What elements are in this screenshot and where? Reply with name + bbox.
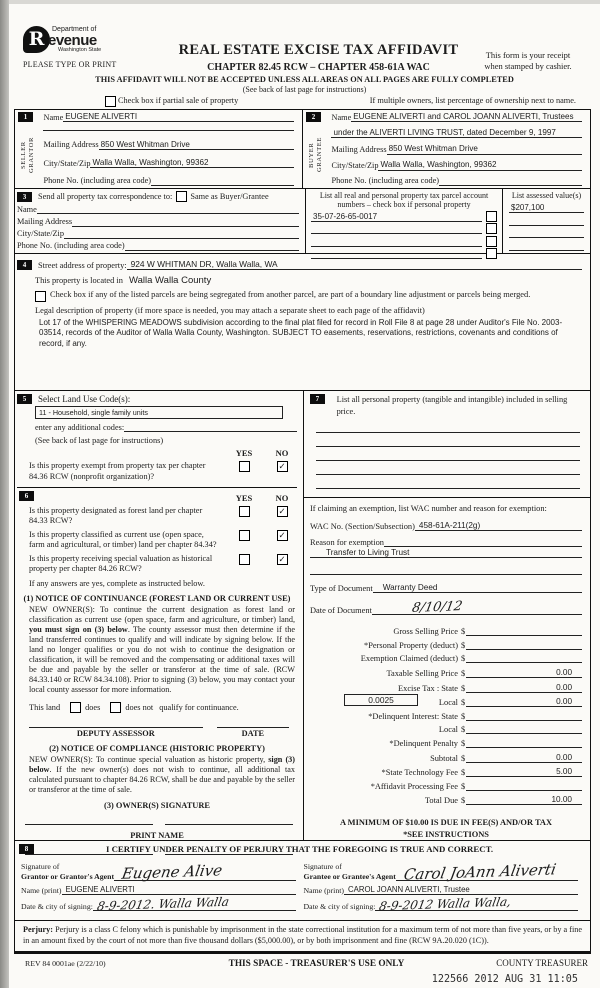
dollar-sign: $ xyxy=(461,640,466,650)
parcel-number-3[interactable] xyxy=(311,246,482,247)
section-2-buyer xyxy=(303,110,590,188)
affidavit-document xyxy=(9,4,600,988)
pp-line-2[interactable] xyxy=(316,433,580,447)
yes-header: YES xyxy=(235,448,253,459)
street-address-label: Street address of property: xyxy=(38,261,127,270)
notice2-part-a: NEW OWNER(S): To continue special valuation as historic property, xyxy=(29,755,269,765)
yes-no-header-5 xyxy=(17,448,297,458)
fee-label-subtotal: Subtotal xyxy=(430,753,458,763)
assessed-values xyxy=(503,189,590,253)
type-of-document-label: Type of Document xyxy=(310,583,373,593)
forest-land-text: Is this property designated as forest land per chapter 84.33 RCW? xyxy=(29,506,203,526)
fee-label-tech-fee: *State Technology Fee xyxy=(381,768,458,778)
corr-name-value[interactable] xyxy=(37,213,299,214)
dollar-sign: $ xyxy=(461,627,466,637)
footer-row xyxy=(25,958,588,969)
seller-mailing-value[interactable]: 850 West Whitman Drive xyxy=(99,140,294,150)
deputy-assessor-lines xyxy=(29,727,289,728)
continuance-qualify-row xyxy=(29,702,297,713)
dollar-sign: $ xyxy=(461,698,466,708)
corr-mailing-label: Mailing Address xyxy=(17,216,73,226)
assessed-header: List assessed value(s) xyxy=(511,191,582,200)
header-center xyxy=(173,26,464,73)
notice-continuance-title: (1) NOTICE OF CONTINUANCE (FOREST LAND OR CURRENT USE) xyxy=(23,594,291,604)
dollar-sign: $ xyxy=(461,654,466,664)
yes-no-header-6 xyxy=(17,493,297,503)
fee-excise-state-value[interactable]: 0.00 xyxy=(466,683,582,693)
send-correspondence-label: Send all property tax correspondence to: xyxy=(38,192,173,202)
section-8 xyxy=(15,841,590,921)
seller-label: SELLER xyxy=(20,141,27,169)
historic-question xyxy=(17,554,297,575)
signature-columns xyxy=(17,857,582,914)
section-1-seller xyxy=(15,110,303,188)
does-label: does xyxy=(85,703,101,713)
grantee-signature-line[interactable] xyxy=(396,860,578,884)
fee-exemption-value[interactable] xyxy=(466,662,582,663)
buyer-city-label: City/State/Zip xyxy=(331,161,379,171)
corr-phone-label: Phone No. (including area code) xyxy=(17,241,125,251)
middle-columns xyxy=(15,391,590,841)
deputy-date-line[interactable] xyxy=(217,727,289,728)
fee-subtotal-value[interactable]: 0.00 xyxy=(466,753,582,763)
exempt-question-text: Is this property exempt from property tax per chapter 84.36 RCW (nonprofit organization)? xyxy=(29,461,206,481)
section-1-badge: 1 xyxy=(18,112,33,122)
does-checkbox[interactable] xyxy=(70,702,81,713)
forest-yes-checkbox[interactable] xyxy=(239,506,250,517)
fee-label-personal: *Personal Property (deduct) xyxy=(364,640,458,650)
same-as-buyer-checkbox[interactable] xyxy=(176,191,187,202)
fee-label-delinq-penalty: *Delinquent Penalty xyxy=(389,738,458,748)
see-back-note-2: (See back of last page for instructions) xyxy=(35,436,164,446)
form-chapter: CHAPTER 82.45 RCW – CHAPTER 458-61A WAC xyxy=(207,62,430,73)
wac-no-value[interactable]: 458-61A-211(2g) xyxy=(415,521,582,531)
scan-edge xyxy=(0,0,9,988)
personal-property-checkbox-4[interactable] xyxy=(486,248,497,259)
located-row xyxy=(35,275,582,286)
if-yes-note: If any answers are yes, complete as instructed below. xyxy=(29,579,205,589)
exempt-question xyxy=(17,461,297,482)
section-3-badge: 3 xyxy=(17,192,32,202)
section-6-badge: 6 xyxy=(19,491,34,501)
fee-label-local: Local xyxy=(438,698,458,708)
fee-label-taxable: Taxable Selling Price xyxy=(386,668,458,678)
fee-label-exemption: Exemption Claimed (deduct) xyxy=(360,654,458,664)
grantor-agent-label: Grantor or Grantor's Agent xyxy=(21,871,115,881)
grantor-signature-line[interactable] xyxy=(114,861,295,883)
treasurer-date-stamp: 122566 2012 AUG 31 11:05 xyxy=(431,972,578,986)
grantor-label: GRANTOR xyxy=(28,137,36,173)
fee-label-delinq-local: Local xyxy=(438,725,458,735)
dollar-sign: $ xyxy=(461,753,466,763)
right-column xyxy=(304,391,590,840)
additional-codes-value[interactable] xyxy=(124,431,297,432)
tax-correspondence xyxy=(15,189,306,253)
please-type-or-print: PLEASE TYPE OR PRINT xyxy=(23,59,117,69)
notice1-part-b: you must sign on (3) below xyxy=(29,625,128,635)
owner-sign-line-2[interactable] xyxy=(165,824,293,825)
receipt-note-line2: when stamped by cashier. xyxy=(484,61,572,72)
not-accepted-warning: THIS AFFIDAVIT WILL NOT BE ACCEPTED UNLESS ALL AREAS ON ALL PAGES ARE FULLY COMPLETED xyxy=(95,75,514,84)
located-label: This property is located in xyxy=(35,276,123,285)
buyer-grantee-side-label xyxy=(308,124,324,186)
notice1-part-c: . The county assessor must then determine if the land transferred continues to qualify and will indicate by signing below. If the land no longer qualifies or you do not wish to continue the designation or classification, it will be removed and the compensating or additional taxes will be due and payable by the seller or transferor at the time of sale. (RCW 84.33.140 or RCW 84.34.108). Prior to signing (3) below, you may contact your local county assessor for more information. xyxy=(29,625,295,695)
buyer-mailing-value[interactable]: 850 West Whitman Drive xyxy=(387,144,582,154)
grantee-date-city-value[interactable]: 8-9-2012 Walla Walla, xyxy=(378,894,513,914)
grantor-name-print-label: Name (print) xyxy=(21,886,62,895)
corr-city-label: City/State/Zip xyxy=(17,229,65,239)
exempt-yes-checkbox[interactable] xyxy=(239,461,250,472)
revenue-swirl-icon: R xyxy=(23,26,50,53)
section-5-badge: 5 xyxy=(17,394,32,404)
dollar-sign: $ xyxy=(461,796,466,806)
pp-line-1[interactable] xyxy=(316,419,580,433)
signature-of-label-2: Signature of xyxy=(303,862,342,872)
section-8-badge: 8 xyxy=(19,844,34,854)
fee-table xyxy=(310,623,582,806)
form-header xyxy=(9,4,600,73)
qualify-label: qualify for continuance. xyxy=(159,703,239,713)
dollar-sign: $ xyxy=(461,768,466,778)
fee-taxable-value[interactable]: 0.00 xyxy=(466,668,582,678)
current-use-no-checkbox[interactable]: ✓ xyxy=(278,529,286,540)
county-treasurer-label: COUNTY TREASURER xyxy=(496,958,588,969)
land-use-title: Select Land Use Code(s): xyxy=(38,394,131,404)
no-header-6: NO xyxy=(275,493,289,504)
owner-sign-line-1[interactable] xyxy=(25,824,153,825)
buyer-mailing-label: Mailing Address xyxy=(331,144,387,154)
logo-department-of: Department of xyxy=(52,26,97,33)
fee-delinq-penalty-value[interactable] xyxy=(466,747,582,748)
land-use-code-box[interactable]: 11 - Household, single family units xyxy=(35,406,283,419)
pp-line-4[interactable] xyxy=(316,461,580,475)
form-title: REAL ESTATE EXCISE TAX AFFIDAVIT xyxy=(178,42,459,58)
segregated-label: Check box if any of the listed parcels are being segregated from another parcel, are part of a boundary line adjustment or parcels being merged. xyxy=(50,290,531,299)
seller-name-label: Name xyxy=(43,112,64,122)
forest-no-checkbox[interactable]: ✓ xyxy=(278,506,286,517)
notice-compliance-title: (2) NOTICE OF COMPLIANCE (HISTORIC PROPERTY) xyxy=(49,744,265,754)
assessed-value-1[interactable]: $207,100 xyxy=(509,203,584,213)
perjury-statement xyxy=(15,921,590,953)
historic-text: Is this property receiving special valuation as historical property per chapter 84.26 RCW? xyxy=(29,553,213,573)
divider-rule xyxy=(304,497,590,498)
fee-label-delinq-interest-state: *Delinquent Interest: State xyxy=(368,711,458,721)
deputy-assessor-caption: DEPUTY ASSESSOR xyxy=(76,729,155,739)
owners-signature-title: (3) OWNER(S) SIGNATURE xyxy=(104,801,210,811)
grantor-sig-label xyxy=(21,862,114,881)
section-3 xyxy=(15,189,590,254)
deputy-captions xyxy=(29,729,289,738)
grantor-date-city-label: Date & city of signing: xyxy=(21,902,93,912)
parties-row xyxy=(15,110,590,189)
dollar-sign: $ xyxy=(461,711,466,721)
seller-grantor-side-label xyxy=(20,124,36,186)
personal-property-lines xyxy=(310,419,582,489)
legal-description-label: Legal description of property (if more space is needed, you may attach a separate sheet to each page of the affidavit) xyxy=(35,306,425,315)
header-left xyxy=(23,26,173,73)
treasurer-use-only: THIS SPACE - TREASURER'S USE ONLY xyxy=(228,959,405,970)
does-not-label: does not xyxy=(125,703,154,713)
parcel-number-2[interactable] xyxy=(311,233,482,234)
grantee-label: GRANTEE xyxy=(316,137,324,173)
section-4-badge: 4 xyxy=(17,260,32,270)
partial-sale-row xyxy=(105,96,576,107)
exempt-no-checkbox[interactable]: ✓ xyxy=(278,461,286,472)
minimum-note xyxy=(310,817,582,841)
see-back-note: (See back of last page for instructions) xyxy=(242,85,367,94)
fee-gross-value[interactable] xyxy=(466,635,582,636)
dollar-sign: $ xyxy=(461,683,466,693)
minimum-line-1: A MINIMUM OF $10.00 IS DUE IN FEE(S) AND/OR TAX xyxy=(339,818,553,828)
fee-processing-value[interactable] xyxy=(466,790,582,791)
pp-line-3[interactable] xyxy=(316,447,580,461)
yes-header-6: YES xyxy=(235,493,253,504)
logo-washington-state: Washington State xyxy=(58,47,102,53)
personal-property-checkbox-3[interactable] xyxy=(486,236,497,247)
assessed-value-3[interactable] xyxy=(509,237,584,238)
additional-codes-label: enter any additional codes: xyxy=(35,423,125,433)
perjury-text: Perjury is a class C felony which is punishable by imprisonment in the state correctional institution for a maximum term of not more than five years, or by a fine in an amount fixed by the court of not more than five thousand dollars ($5,000.00), or by both imprisonment and fine (RCW 9A.20.020 (1C)). xyxy=(23,925,582,945)
notice1-part-a: NEW OWNER(S): To continue the current designation as forest land or classification as current use (open space, farm and agriculture, or timber) land, xyxy=(29,605,295,625)
rev-number: REV 84 0001ae (2/22/10) xyxy=(25,959,106,969)
seller-name-value[interactable]: EUGENE ALIVERTI xyxy=(63,112,294,122)
parcel-header: List all real and personal property tax parcel account numbers – check box if personal property xyxy=(319,191,489,210)
partial-sale-label: Check box if partial sale of property xyxy=(118,96,239,105)
dollar-sign: $ xyxy=(461,668,466,678)
owner-signature-lines xyxy=(25,824,293,825)
parcel-number-1[interactable]: 35-07-26-65-0017 xyxy=(311,212,482,222)
current-use-yes-checkbox[interactable] xyxy=(239,530,250,541)
dollar-sign: $ xyxy=(461,725,466,735)
wac-no-label: WAC No. (Section/Subsection) xyxy=(310,521,415,531)
local-rate-box: 0.0025 xyxy=(344,694,418,706)
reason-line-3[interactable] xyxy=(310,564,582,575)
buyer-phone-label: Phone No. (including area code) xyxy=(331,176,440,186)
buyer-city-value[interactable]: Walla Walla, Washington, 99362 xyxy=(378,160,582,170)
fee-delinq-interest-state-value[interactable] xyxy=(466,720,582,721)
personal-property-title: List all personal property (tangible and intangible) included in selling price. xyxy=(336,395,568,417)
buyer-name-value[interactable]: EUGENE ALIVERTI and CAROL JOANN ALIVERTI, Trustees xyxy=(351,112,582,122)
grantee-name-print-label: Name (print) xyxy=(303,886,344,895)
buyer-name-value-2[interactable]: under the ALIVERTI LIVING TRUST, dated December 9, 1997 xyxy=(331,128,582,138)
section-2-badge: 2 xyxy=(306,112,321,122)
forest-land-question xyxy=(17,506,297,527)
seller-city-value[interactable]: Walla Walla, Washington, 99362 xyxy=(90,158,294,168)
fee-local-value[interactable]: 0.00 xyxy=(466,697,582,707)
buyer-label: BUYER xyxy=(308,142,315,168)
seller-fields xyxy=(37,112,294,186)
no-header: NO xyxy=(275,448,289,459)
reason-line-1[interactable] xyxy=(384,546,582,547)
grantee-agent-label: Grantee or Grantee's Agent xyxy=(303,871,396,881)
fee-total-due-value[interactable]: 10.00 xyxy=(466,795,582,805)
legal-description-text: Lot 17 of the WHISPERING MEADOWS subdivision according to the final plat filed for record in Roll File 8 at page 28 under Auditor's File No. 2003-03514, records of the Auditor of Walla Walla County, Washington. SUBJECT TO easements, reservations, restrictions, covenants and conditions of record, if any. xyxy=(39,318,563,348)
logo-revenue: evenue xyxy=(48,32,97,49)
date-caption: DATE xyxy=(241,729,265,739)
section-4 xyxy=(15,254,590,391)
notice-compliance-text xyxy=(29,755,295,795)
minimum-line-2: *SEE INSTRUCTIONS xyxy=(403,830,489,840)
seller-mailing-label: Mailing Address xyxy=(43,140,99,150)
partial-sale-checkbox[interactable] xyxy=(105,96,116,107)
corr-name-label: Name xyxy=(17,204,37,214)
fee-label-processing: *Affidavit Processing Fee xyxy=(370,781,458,791)
corr-mailing-value[interactable] xyxy=(72,226,299,227)
seller-name-extra-line[interactable] xyxy=(43,130,294,131)
buyer-phone-value[interactable] xyxy=(439,185,582,186)
seller-phone-label: Phone No. (including area code) xyxy=(43,176,152,186)
corr-phone-value[interactable] xyxy=(125,250,299,251)
segregated-checkbox[interactable] xyxy=(35,291,46,302)
grantee-date-city-label: Date & city of signing: xyxy=(303,902,376,912)
does-not-checkbox[interactable] xyxy=(110,702,121,713)
fee-label-excise-state: Excise Tax : State xyxy=(398,683,458,693)
reason-exemption-value[interactable]: Transfer to Living Trust xyxy=(310,548,582,558)
fee-tech-fee-value[interactable]: 5.00 xyxy=(466,767,582,777)
grantee-sig-label xyxy=(304,862,396,881)
assessed-value-4[interactable] xyxy=(509,250,584,251)
historic-yes-checkbox[interactable] xyxy=(239,554,250,565)
personal-property-checkbox-2[interactable] xyxy=(486,223,497,234)
left-column xyxy=(15,391,304,840)
reason-exemption-label: Reason for exemption xyxy=(310,537,384,547)
type-of-document-value[interactable]: Warranty Deed xyxy=(373,583,582,593)
grantee-signature-value: Carol JoAnn Aliverti xyxy=(402,860,558,884)
seller-phone-value[interactable] xyxy=(151,185,294,186)
current-use-text: Is this property classified as current use (open space, farm and agricultural, or timber) land per chapter 84.34? xyxy=(29,529,217,550)
personal-property-checkbox-1[interactable] xyxy=(486,211,497,222)
fee-delinq-local-value[interactable] xyxy=(466,733,582,734)
grantor-date-city-value[interactable]: 8-9-2012. Walla Walla xyxy=(95,894,231,914)
certify-statement: I CERTIFY UNDER PENALTY OF PERJURY THAT THE FOREGOING IS TRUE AND CORRECT. xyxy=(105,844,494,854)
current-use-question xyxy=(17,530,297,551)
historic-no-checkbox[interactable]: ✓ xyxy=(278,553,286,564)
this-land-label: This land xyxy=(29,703,61,713)
dollar-sign: $ xyxy=(461,781,466,791)
grantor-signature-block xyxy=(17,857,300,914)
grantor-name-print-value[interactable]: EUGENE ALIVERTI xyxy=(62,885,296,895)
seller-city-label: City/State/Zip xyxy=(43,158,91,168)
fee-personal-value[interactable] xyxy=(466,649,582,650)
pp-line-5[interactable] xyxy=(316,475,580,489)
located-county-value[interactable]: Walla Walla County xyxy=(129,275,212,286)
same-as-buyer-label: Same as Buyer/Grantee xyxy=(190,192,269,202)
buyer-fields xyxy=(325,112,582,186)
date-of-document-label: Date of Document xyxy=(310,605,372,615)
notice2-part-b: sign (3) below xyxy=(29,755,296,775)
street-address-value[interactable]: 924 W WHITMAN DR, Walla Walla, WA xyxy=(127,259,582,270)
assessed-value-2[interactable] xyxy=(509,225,584,226)
dept-of-revenue-logo xyxy=(23,26,173,54)
notice-continuance-text xyxy=(29,605,295,695)
deputy-assessor-sign-line[interactable] xyxy=(29,727,203,728)
notice2-part-c: . If the new owner(s) does not wish to continue, all additional tax calculated pursuant to chapter 84.26 RCW, shall be due and payable by the seller or transferor at the time of sale. xyxy=(29,765,295,795)
section-6 xyxy=(17,487,297,855)
claiming-exemption-label: If claiming an exemption, list WAC number and reason for exemption: xyxy=(310,503,547,513)
corr-city-value[interactable] xyxy=(64,238,299,239)
section-7-badge: 7 xyxy=(310,394,325,404)
signature-of-label: Signature of xyxy=(21,862,60,872)
logo-text xyxy=(48,26,102,54)
fee-label-gross: Gross Selling Price xyxy=(393,627,458,637)
form-body xyxy=(14,109,591,954)
receipt-note-line1: This form is your receipt xyxy=(485,50,571,60)
parcel-numbers xyxy=(306,189,503,253)
multiple-owners-note: If multiple owners, list percentage of ownership next to name. xyxy=(369,96,576,105)
grantee-name-print-value[interactable]: CAROL JOANN ALIVERTI, Trustee xyxy=(344,885,578,895)
fee-label-total-due: Total Due xyxy=(424,796,458,806)
perjury-label: Perjury: xyxy=(23,925,54,934)
segregated-row xyxy=(35,290,582,302)
print-name-title: PRINT NAME xyxy=(130,831,184,841)
buyer-name-label: Name xyxy=(331,112,352,122)
grantor-signature-value: Eugene Alive xyxy=(120,861,224,883)
receipt-note xyxy=(464,26,592,73)
dollar-sign: $ xyxy=(461,738,466,748)
date-of-document-value[interactable]: 8/10/12 xyxy=(410,598,464,616)
grantee-signature-block xyxy=(300,857,583,914)
